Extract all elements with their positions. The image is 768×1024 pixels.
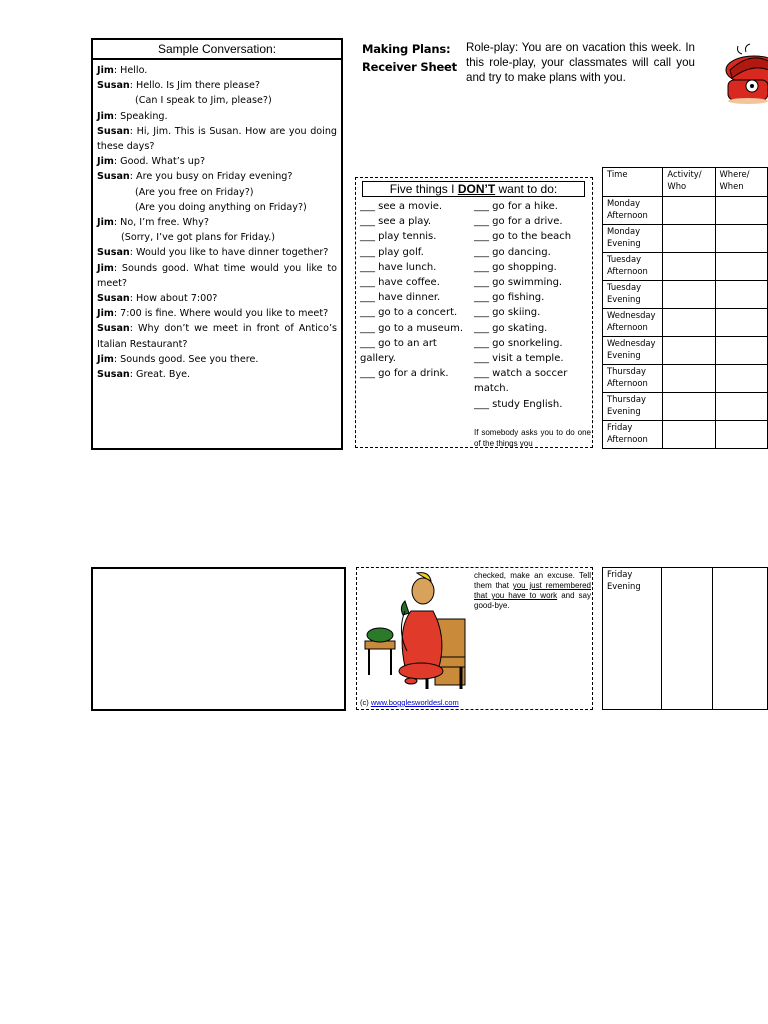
where-entry-cell[interactable] <box>715 365 768 393</box>
activity-entry-cell[interactable] <box>663 281 715 309</box>
activity-item[interactable]: ___ go skiing. <box>474 307 541 319</box>
activity-item[interactable]: ___ go for a drive. <box>474 216 563 228</box>
header-activity: Activity/ Who <box>663 168 715 197</box>
speaker-name: Jim <box>97 217 114 229</box>
line-text: (Are you free on Friday?) <box>135 186 254 198</box>
activity-item[interactable]: ___ go to an art gallery. <box>360 337 437 365</box>
schedule-header-row <box>603 168 768 197</box>
schedule-time-cell: Thursday Afternoon <box>603 365 663 393</box>
schedule-row <box>603 365 768 393</box>
activity-entry-cell[interactable] <box>663 337 715 365</box>
speaker-name: Jim <box>97 156 114 168</box>
line-text: : Sounds good. What time would you like to meet? <box>97 262 337 289</box>
schedule-row <box>603 309 768 337</box>
line-text: : 7:00 is fine. Where would you like to meet? <box>113 308 329 320</box>
line-text: : Why don’t we meet in front of Antico’s Italian Restaurant? <box>97 323 337 350</box>
activity-entry-cell[interactable] <box>663 393 715 421</box>
line-text: : Sounds good. See you there. <box>113 353 259 365</box>
schedule-row <box>603 253 768 281</box>
sheet-title <box>362 40 462 76</box>
where-entry-cell[interactable] <box>715 393 768 421</box>
activity-item[interactable]: ___ go to the beach <box>474 231 572 243</box>
conversation-line <box>97 245 337 260</box>
activity-entry-cell[interactable] <box>663 197 715 225</box>
sheet-title-line1: Making Plans: <box>362 42 451 56</box>
conversation-lines <box>93 60 341 382</box>
activity-item[interactable]: ___ see a play. <box>360 216 432 228</box>
activity-item[interactable]: ___ go swimming. <box>474 277 563 289</box>
five-things-note: If somebody asks you to do one of the things you <box>474 428 591 447</box>
activity-item[interactable]: ___ watch a soccer match. <box>474 368 568 395</box>
activity-entry-cell[interactable] <box>663 365 715 393</box>
empty-continuation-box <box>91 567 346 711</box>
copyright <box>360 698 459 707</box>
activity-item[interactable]: ___ play tennis. <box>360 231 437 243</box>
where-entry-cell[interactable] <box>715 421 768 449</box>
five-things-title-emphasis: DON’T <box>457 182 496 196</box>
activity-item[interactable]: ___ go dancing. <box>474 246 551 258</box>
activity-entry-cell[interactable] <box>662 568 713 710</box>
schedule-row <box>603 393 768 421</box>
activity-item[interactable]: ___ go to a concert. <box>360 307 458 319</box>
schedule-time-cell: Thursday Evening <box>603 393 663 421</box>
excuse-instructions <box>474 571 591 611</box>
telephone-icon <box>722 40 768 106</box>
activity-item[interactable]: ___ go shopping. <box>474 261 557 273</box>
schedule-row <box>603 197 768 225</box>
activity-item[interactable]: ___ study English. <box>474 398 563 410</box>
where-entry-cell[interactable] <box>715 309 768 337</box>
schedule-row <box>603 225 768 253</box>
conversation-line <box>97 291 337 306</box>
schedule-table <box>602 167 768 449</box>
speaker-name: Susan <box>97 125 130 137</box>
activity-item[interactable]: ___ play golf. <box>360 246 424 258</box>
conversation-line <box>97 261 337 291</box>
line-text: : Hello. <box>113 65 148 76</box>
line-text: : Hi, Jim. This is Susan. How are you doing these days? <box>97 125 337 153</box>
conversation-line <box>97 215 337 230</box>
activity-item[interactable]: ___ go to a museum. <box>360 322 464 334</box>
where-entry-cell[interactable] <box>712 568 767 710</box>
conversation-line <box>97 154 337 169</box>
activity-item[interactable]: ___ go for a drink. <box>360 368 449 380</box>
where-entry-cell[interactable] <box>715 337 768 365</box>
roleplay-description: Role-play: You are on vacation this week. In this role-play, your classmates will call you and try to make plans with you. <box>466 41 695 85</box>
excuse-text-underlined: you just remembered that you have to work <box>474 581 591 600</box>
speaker-name: Jim <box>97 110 114 122</box>
schedule-time-cell: Friday Evening <box>603 568 662 710</box>
activities-left-column <box>360 199 468 381</box>
activity-item[interactable]: ___ go for a hike. <box>474 201 558 212</box>
five-things-box <box>355 177 593 448</box>
activity-item[interactable]: ___ have dinner. <box>360 292 441 304</box>
line-text: : How about 7:00? <box>129 293 218 305</box>
conversation-line <box>97 78 337 93</box>
schedule-time-cell: Wednesday Afternoon <box>603 309 663 337</box>
activity-item[interactable]: ___ have coffee. <box>360 277 440 289</box>
five-things-title-prefix: Five things I <box>389 182 458 196</box>
line-text: (Sorry, I’ve got plans for Friday.) <box>121 232 275 244</box>
schedule-time-cell: Tuesday Evening <box>603 281 663 309</box>
line-text: : Speaking. <box>113 110 168 122</box>
speaker-name: Jim <box>97 308 114 320</box>
speaker-name: Susan <box>97 369 130 381</box>
activity-entry-cell[interactable] <box>663 253 715 281</box>
schedule-row <box>603 337 768 365</box>
speaker-name: Jim <box>97 65 114 76</box>
conversation-line <box>97 185 337 200</box>
activity-item[interactable]: ___ see a movie. <box>360 201 443 212</box>
activity-entry-cell[interactable] <box>663 225 715 253</box>
activity-entry-cell[interactable] <box>663 421 715 449</box>
conversation-line <box>97 109 337 124</box>
where-entry-cell[interactable] <box>715 281 768 309</box>
activity-item[interactable]: ___ go fishing. <box>474 292 545 304</box>
conversation-line <box>97 63 337 78</box>
schedule-time-cell: Tuesday Afternoon <box>603 253 663 281</box>
line-text: : Would you like to have dinner together? <box>129 247 329 259</box>
schedule-time-cell: Monday Afternoon <box>603 197 663 225</box>
activity-entry-cell[interactable] <box>663 309 715 337</box>
conversation-line <box>97 367 337 382</box>
speaker-name: Susan <box>97 247 130 259</box>
activities-right-column <box>474 199 592 412</box>
conversation-line <box>97 321 337 351</box>
five-things-title <box>362 181 585 197</box>
copyright-prefix: (c) <box>360 698 371 707</box>
conversation-line <box>97 93 337 108</box>
speaker-name: Jim <box>97 262 114 274</box>
conversation-line <box>97 124 337 154</box>
speaker-name: Jim <box>97 353 114 365</box>
conversation-line <box>97 169 337 184</box>
line-text: : Good. What’s up? <box>113 156 206 168</box>
line-text: (Are you doing anything on Friday?) <box>135 201 307 213</box>
where-entry-cell[interactable] <box>715 225 768 253</box>
sheet-title-line2: Receiver Sheet <box>362 60 457 74</box>
excuse-text-2: and say good-bye. <box>474 591 591 610</box>
schedule-row <box>603 568 768 710</box>
conversation-line <box>97 200 337 215</box>
speaker-name: Susan <box>97 293 130 305</box>
line-text: : No, I’m free. Why? <box>113 217 209 229</box>
where-entry-cell[interactable] <box>715 197 768 225</box>
cartoon-box <box>356 567 593 710</box>
schedule-row <box>603 281 768 309</box>
sample-conversation-box <box>91 38 343 450</box>
line-text: (Can I speak to Jim, please?) <box>135 95 272 107</box>
where-entry-cell[interactable] <box>715 253 768 281</box>
conversation-line <box>97 230 337 245</box>
header-where: Where/ When <box>715 168 768 197</box>
activity-item[interactable]: ___ visit a temple. <box>474 353 564 365</box>
schedule-row <box>603 421 768 449</box>
activity-item[interactable]: ___ go snorkeling. <box>474 337 563 349</box>
header-time: Time <box>603 168 663 197</box>
schedule-table-continued <box>602 567 768 710</box>
woman-on-phone-illustration <box>361 571 469 693</box>
line-text: : Great. Bye. <box>129 369 191 381</box>
line-text: : Are you busy on Friday evening? <box>129 171 293 183</box>
excuse-text-1: checked, make an excuse. Tell them that <box>474 571 591 590</box>
speaker-name: Susan <box>97 171 130 183</box>
schedule-time-cell: Friday Afternoon <box>603 421 663 449</box>
schedule-time-cell: Monday Evening <box>603 225 663 253</box>
speaker-name: Susan <box>97 323 130 335</box>
schedule-time-cell: Wednesday Evening <box>603 337 663 365</box>
conversation-line <box>97 306 337 321</box>
activity-item[interactable]: ___ have lunch. <box>360 261 437 273</box>
five-things-title-suffix: want to do: <box>495 182 558 196</box>
sample-conversation-title: Sample Conversation: <box>93 40 341 60</box>
conversation-line <box>97 352 337 367</box>
copyright-link[interactable]: www.bogglesworldesl.com <box>370 698 459 707</box>
speaker-name: Susan <box>97 80 130 92</box>
line-text: : Hello. Is Jim there please? <box>129 80 261 92</box>
activity-item[interactable]: ___ go skating. <box>474 322 548 334</box>
